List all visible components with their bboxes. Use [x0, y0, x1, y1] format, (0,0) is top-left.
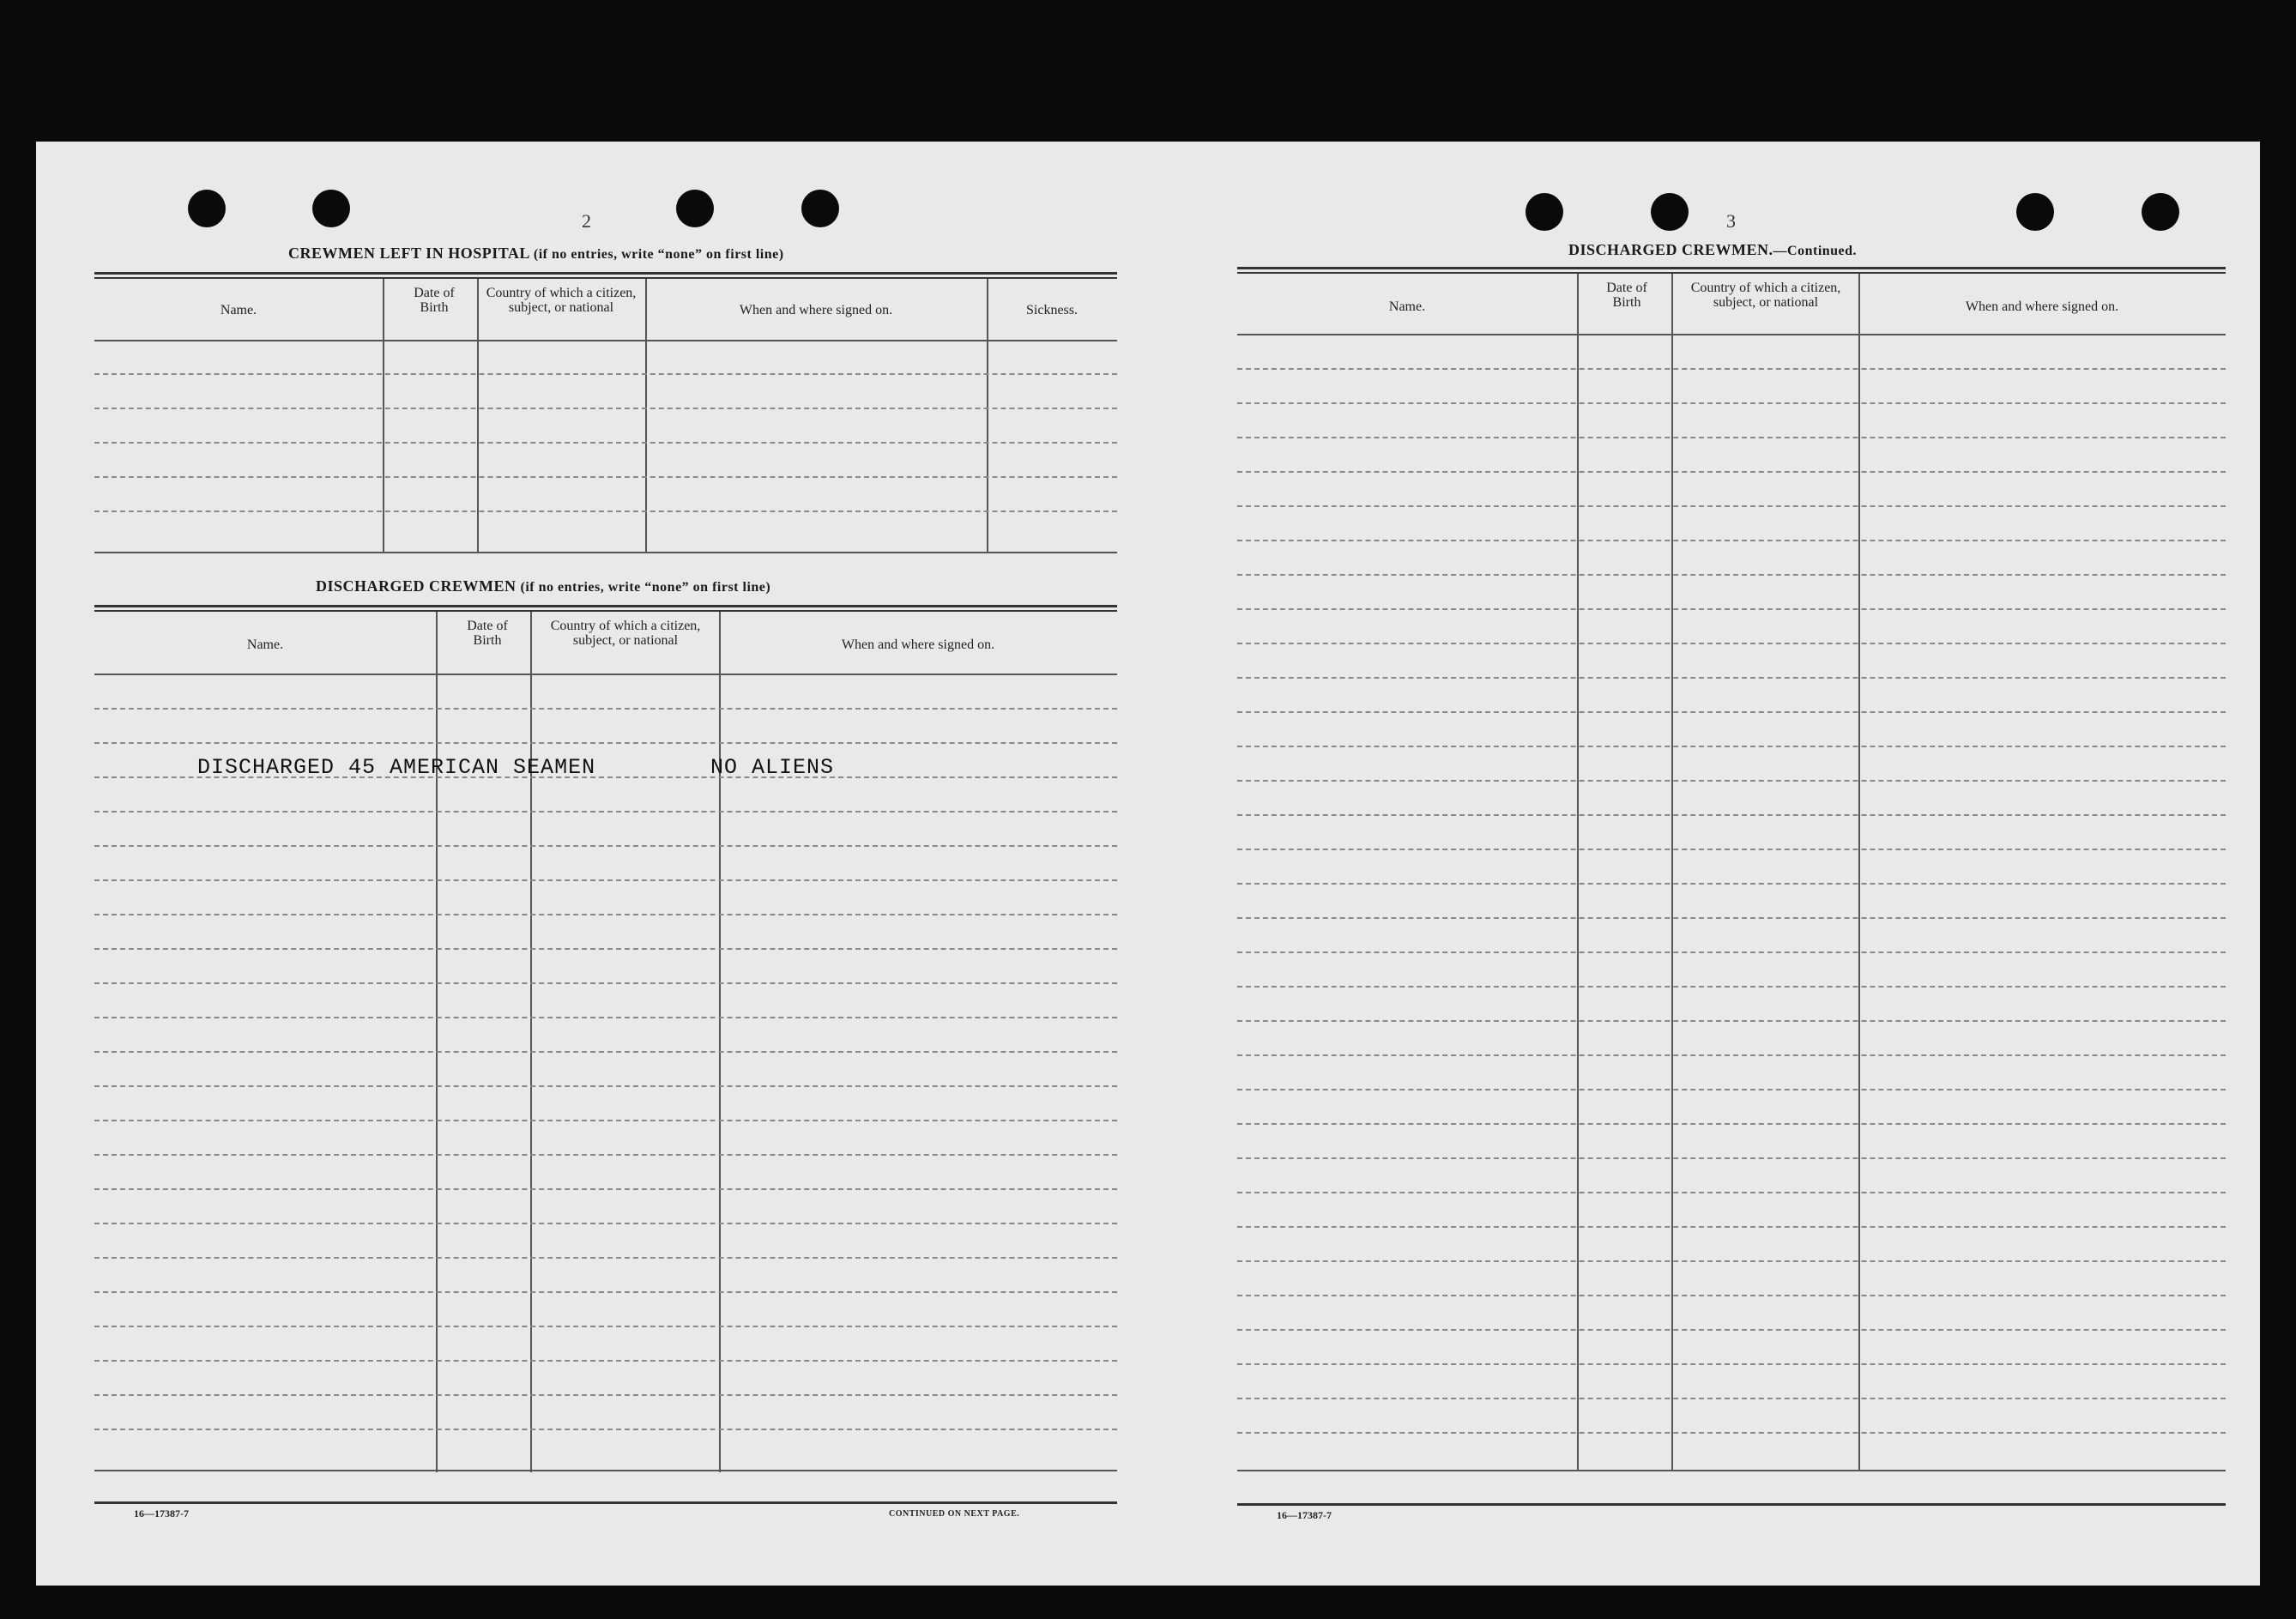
- col-header-dob: Date of Birth: [467, 619, 508, 648]
- col-header-signed-on: When and where signed on.: [841, 637, 995, 652]
- ruled-line: [1237, 368, 2226, 370]
- hospital-top-rule: [94, 272, 1117, 275]
- punch-hole: [2016, 193, 2054, 231]
- right-top-rule: [1237, 267, 2226, 269]
- discharged-table: [94, 612, 1117, 1472]
- col-header-signed-on: When and where signed on.: [1965, 299, 2119, 314]
- discharged-section-title: [316, 577, 770, 595]
- ruled-line: [1237, 1123, 2226, 1125]
- ruled-line: [94, 476, 1117, 478]
- ruled-line: [94, 1051, 1117, 1053]
- ruled-line: [1237, 1089, 2226, 1090]
- ruled-line: [1237, 1020, 2226, 1022]
- punch-hole: [2142, 193, 2179, 231]
- ruled-line: [94, 1429, 1117, 1430]
- ruled-line: [1237, 917, 2226, 919]
- col-header-sickness: Sickness.: [1026, 303, 1078, 317]
- discharged-continued-note: —Continued.: [1773, 244, 1858, 258]
- ruled-line: [94, 845, 1117, 847]
- ruled-line: [94, 1188, 1117, 1190]
- ruled-line: [1237, 1398, 2226, 1399]
- page-bottom-rule: [94, 1501, 1117, 1504]
- ruled-line: [1237, 643, 2226, 644]
- form-number: 16—17387-7: [134, 1507, 189, 1519]
- punch-hole: [1526, 193, 1563, 231]
- column-divider: [1858, 274, 1860, 1471]
- ruled-line: [94, 373, 1117, 375]
- ruled-line: [94, 811, 1117, 813]
- col-header-country: Country of which a citizen, subject, or national: [486, 286, 637, 315]
- punch-hole: [801, 190, 839, 227]
- hospital-title-note: (if no entries, write “none” on first line): [533, 247, 784, 262]
- col-header-name: Name.: [220, 303, 257, 317]
- ruled-line: [1237, 746, 2226, 747]
- discharged-continued-title-text: DISCHARGED CREWMEN.: [1568, 241, 1773, 258]
- ruled-line: [1237, 471, 2226, 473]
- col-header-signed-on: When and where signed on.: [739, 303, 893, 317]
- ruled-line: [94, 708, 1117, 710]
- page-bottom-rule: [1237, 1503, 2226, 1506]
- discharged-title-text: DISCHARGED CREWMEN: [316, 577, 517, 595]
- form-number: 16—17387-7: [1277, 1509, 1332, 1521]
- table-bottom-rule: [94, 552, 1117, 553]
- ruled-line: [1237, 1295, 2226, 1296]
- ruled-line: [1237, 849, 2226, 850]
- ruled-line: [94, 1257, 1117, 1259]
- column-divider: [1577, 274, 1579, 1471]
- ruled-line: [94, 948, 1117, 950]
- ruled-line: [94, 1120, 1117, 1121]
- col-header-country: Country of which a citizen, subject, or national: [1690, 281, 1841, 310]
- right-page: [1148, 142, 2260, 1586]
- ruled-line: [1237, 951, 2226, 953]
- ruled-line: [1237, 1329, 2226, 1331]
- ruled-line: [94, 1017, 1117, 1018]
- ruled-line: [1237, 814, 2226, 816]
- col-header-dob: Date of Birth: [414, 286, 455, 315]
- ruled-line: [1237, 1260, 2226, 1262]
- ruled-line: [94, 1394, 1117, 1396]
- ruled-line: [94, 742, 1117, 744]
- ruled-line: [1237, 711, 2226, 713]
- ruled-line: [1237, 1226, 2226, 1228]
- hospital-section-title: [288, 245, 784, 263]
- ruled-line: [1237, 780, 2226, 782]
- punch-hole: [312, 190, 350, 227]
- punch-hole: [188, 190, 226, 227]
- discharged-title-note: (if no entries, write “none” on first line): [520, 580, 771, 595]
- ruled-line: [94, 442, 1117, 444]
- continued-note: CONTINUED ON NEXT PAGE.: [889, 1509, 1020, 1519]
- typed-entry-aliens: NO ALIENS: [710, 755, 835, 780]
- discharged-continued-title: [1568, 241, 1857, 259]
- page-number: 3: [1726, 210, 1736, 232]
- col-header-name: Name.: [1388, 299, 1426, 314]
- column-divider: [530, 612, 532, 1472]
- hospital-title-text: CREWMEN LEFT IN HOSPITAL: [288, 245, 529, 262]
- ruled-line: [94, 914, 1117, 915]
- ruled-line: [1237, 505, 2226, 507]
- ruled-line: [1237, 540, 2226, 541]
- header-rule: [94, 674, 1117, 675]
- punch-hole: [676, 190, 714, 227]
- ruled-line: [1237, 1363, 2226, 1365]
- page-number: 2: [582, 210, 591, 232]
- ruled-line: [1237, 1192, 2226, 1193]
- ruled-line: [94, 982, 1117, 984]
- header-rule: [1237, 334, 2226, 335]
- discharged-top-rule: [94, 605, 1117, 607]
- ruled-line: [94, 1154, 1117, 1156]
- ruled-line: [94, 1326, 1117, 1327]
- typed-entry-discharged: DISCHARGED 45 AMERICAN SEAMEN: [197, 755, 596, 780]
- ruled-line: [1237, 677, 2226, 679]
- ruled-line: [94, 408, 1117, 409]
- discharged-continued-table: [1237, 274, 2226, 1471]
- ruled-line: [1237, 402, 2226, 404]
- ruled-line: [94, 510, 1117, 512]
- ruled-line: [94, 879, 1117, 881]
- ruled-line: [94, 1360, 1117, 1362]
- ruled-line: [1237, 986, 2226, 988]
- ruled-line: [1237, 883, 2226, 885]
- ruled-line: [94, 1085, 1117, 1087]
- ruled-line: [94, 1223, 1117, 1224]
- col-header-name: Name.: [246, 637, 284, 652]
- table-bottom-rule: [1237, 1470, 2226, 1471]
- hospital-table: [94, 279, 1117, 553]
- col-header-country: Country of which a citizen, subject, or national: [550, 619, 701, 648]
- column-divider: [719, 612, 721, 1472]
- ruled-line: [1237, 574, 2226, 576]
- ruled-line: [1237, 437, 2226, 438]
- header-rule: [94, 340, 1117, 341]
- column-divider: [1671, 274, 1673, 1471]
- table-bottom-rule: [94, 1470, 1117, 1471]
- ruled-line: [1237, 1054, 2226, 1056]
- left-page: [36, 142, 1148, 1586]
- punch-hole: [1651, 193, 1689, 231]
- ruled-line: [1237, 1432, 2226, 1434]
- column-divider: [436, 612, 438, 1472]
- col-header-dob: Date of Birth: [1606, 281, 1647, 310]
- ruled-line: [1237, 608, 2226, 610]
- ruled-line: [1237, 1157, 2226, 1159]
- ruled-line: [94, 1291, 1117, 1293]
- document-sheet: [36, 142, 2260, 1586]
